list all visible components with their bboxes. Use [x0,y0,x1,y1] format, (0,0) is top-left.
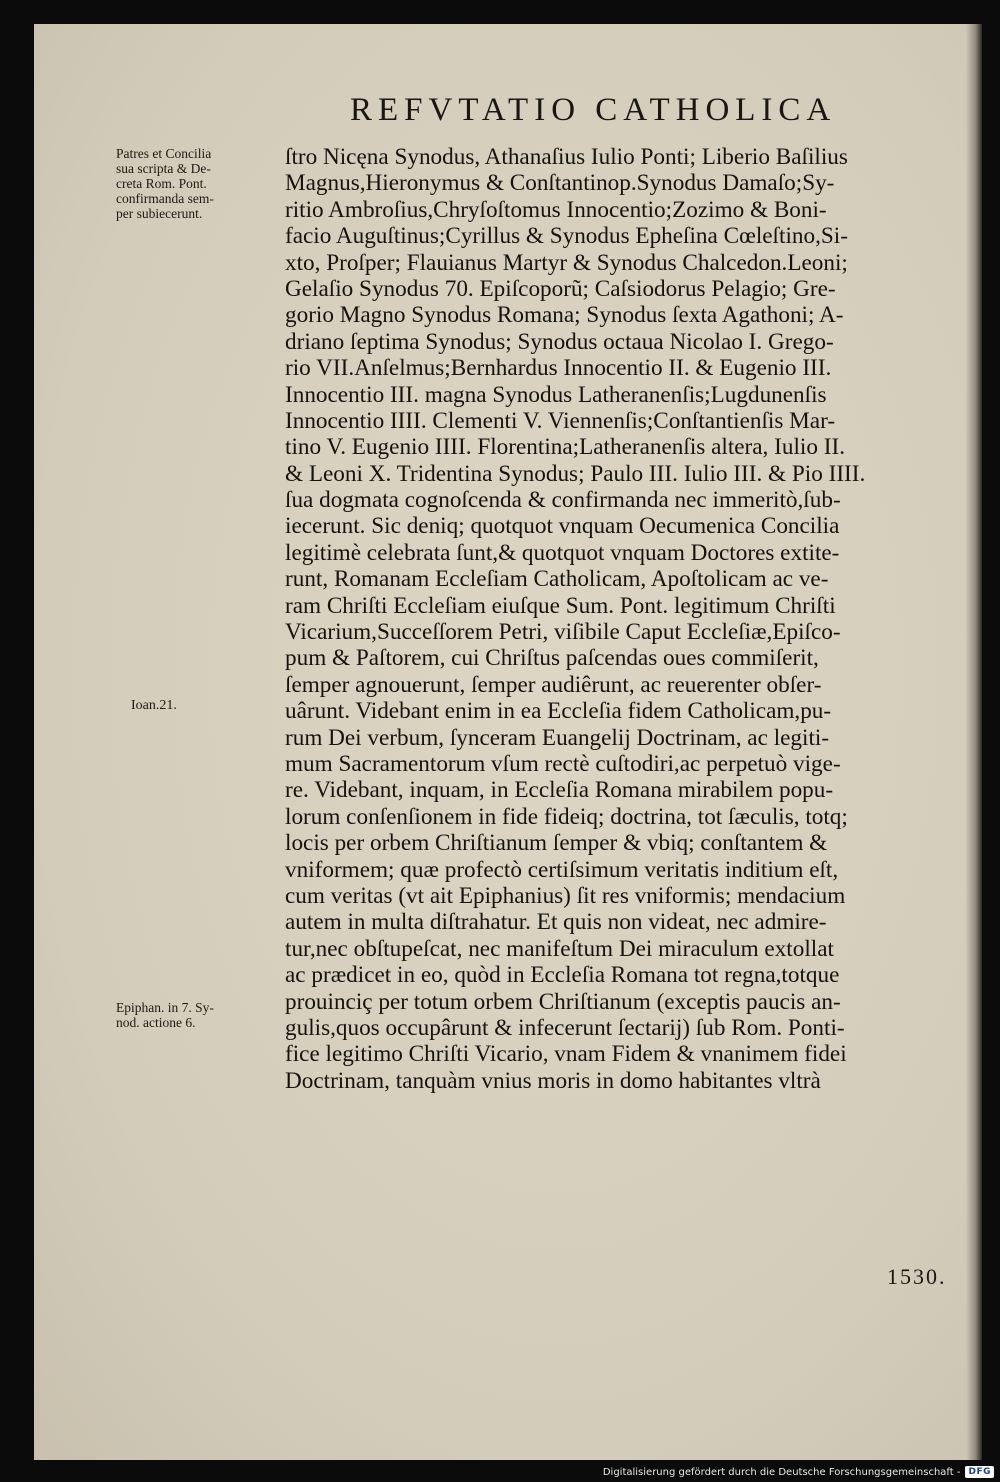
margin-note-line: Epiphan. in 7. Sy- [116,1000,214,1015]
text-line: xto, Proſper; Flauianus Martyr & Synodus Chalcedon.Leoni; [285,249,848,276]
margin-note-line: nod. actione 6. [116,1015,196,1030]
text-line: Doctrinam, tanquàm vnius moris in domo habitantes vltrà [285,1067,821,1094]
text-line: ſua dogmata cognoſcenda & confirmanda nec immeritò,ſub- [285,487,841,514]
text-line: rio VII.Anſelmus;Bernhardus Innocentio II. & Eugenio III. [285,355,832,382]
text-line: ſemper agnouerunt, ſemper audiêrunt, ac reuerenter obſer- [285,671,822,698]
margin-note-line: per subiecerunt. [116,206,203,221]
text-line: driano ſeptima Synodus; Synodus octaua Nicolao I. Grego- [285,328,834,355]
text-line: gorio Magno Synodus Romana; Synodus ſexta Agathoni; A- [285,302,844,329]
text-line: tino V. Eugenio IIII. Florentina;Latheranenſis altera, Iulio II. [285,434,845,461]
text-line: autem in multa diſtrahatur. Et quis non videat, nec admire- [285,909,827,936]
margin-note-ioan [131,698,251,713]
text-line: rum Dei verbum, ſynceram Euangelij Doctrinam, ac legiti- [285,724,830,751]
text-line: & Leoni X. Tridentina Synodus; Paulo III. Iulio III. & Pio IIII. [285,460,866,487]
margin-note-line: Patres et Concilia [116,146,212,161]
text-line: vniformem; quæ profectò certiſsimum veritatis inditium eſt, [285,856,839,883]
text-line: uârunt. Videbant enim in ea Eccleſia fidem Catholicam,pu- [285,698,832,725]
main-text-block [285,144,985,1094]
text-line: locis per orbem Chriſtianum ſemper & vbiq; conſtantem & [285,830,828,857]
text-line: mum Sacramentorum vſum rectè cuſtodiri,ac perpetuò vige- [285,750,841,777]
catchword: 1530. [887,1264,947,1289]
text-line: legitimè celebrata ſunt,& quotquot vnquam Doctores extite- [285,539,840,566]
text-line: iecerunt. Sic deniq; quotquot vnquam Oecumenica Concilia [285,513,840,540]
margin-note-line: creta Rom. Pont. [116,176,207,191]
text-line: ac prædicet in eo, quòd in Eccleſia Romana tot regna,totque [285,962,840,989]
text-line: Innocentio IIII. Clementi V. Viennenſis;Conſtantienſis Mar- [285,407,836,434]
dfg-logo-icon: DFG [965,1466,994,1478]
text-line: tur,nec obſtupeſcat, nec manifeſtum Dei miraculum extollat [285,935,834,962]
running-title: REFVTATIO CATHOLICA [350,92,837,128]
margin-note-line: confirmanda sem- [116,191,214,206]
text-line: Magnus,Hieronymus & Conſtantinop.Synodus Damaſo;Sy- [285,170,835,197]
text-line: ritio Ambroſius,Chryſoſtomus Innocentio;Zozimo & Boni- [285,196,827,223]
text-line: Vicarium,Succeſſorem Petri, viſibile Caput Eccleſiæ,Epiſco- [285,619,841,646]
text-line: prouinciç per totum orbem Chriſtianum (exceptis paucis an- [285,988,841,1015]
text-line: Innocentio III. magna Synodus Latheranenſis;Lugdunenſis [285,381,827,408]
footer-credit-text: Digitalisierung gefördert durch die Deutsche Forschungsgemeinschaft - [602,1466,961,1478]
digitization-footer [603,1466,994,1478]
margin-note-line: Ioan.21. [131,698,177,713]
margin-note-line: sua scripta & De- [116,161,211,176]
text-line: gulis,quos occupârunt & infecerunt ſectarij) ſub Rom. Ponti- [285,1014,845,1041]
text-line: Gelaſio Synodus 70. Epiſcoporũ; Caſsiodorus Pelagio; Gre- [285,275,836,302]
margin-note-epiphan [116,1000,276,1030]
text-line: fice legitimo Chriſti Vicario, vnam Fidem & vnanimem fidei [285,1041,847,1068]
text-line: facio Auguſtinus;Cyrillus & Synodus Epheſina Cœleſtino,Si- [285,223,848,250]
text-line: runt, Romanam Eccleſiam Catholicam, Apoſtolicam ac ve- [285,566,829,593]
text-line: ſtro Nicęna Synodus, Athanaſius Iulio Ponti; Liberio Baſilius [285,144,848,170]
text-line: ram Chriſti Eccleſiam eiuſque Sum. Pont. legitimum Chriſti [285,592,836,619]
text-line: re. Videbant, inquam, in Eccleſia Romana mirabilem popu- [285,777,834,804]
text-line: pum & Paſtorem, cui Chriſtus paſcendas oues commiſerit, [285,645,819,672]
text-line: cum veritas (vt ait Epiphanius) ſit res vniformis; mendacium [285,882,846,909]
text-line: lorum conſenſionem in fide fideiq; doctrina, tot ſæculis, totq; [285,803,848,830]
margin-note-patres [116,146,276,221]
